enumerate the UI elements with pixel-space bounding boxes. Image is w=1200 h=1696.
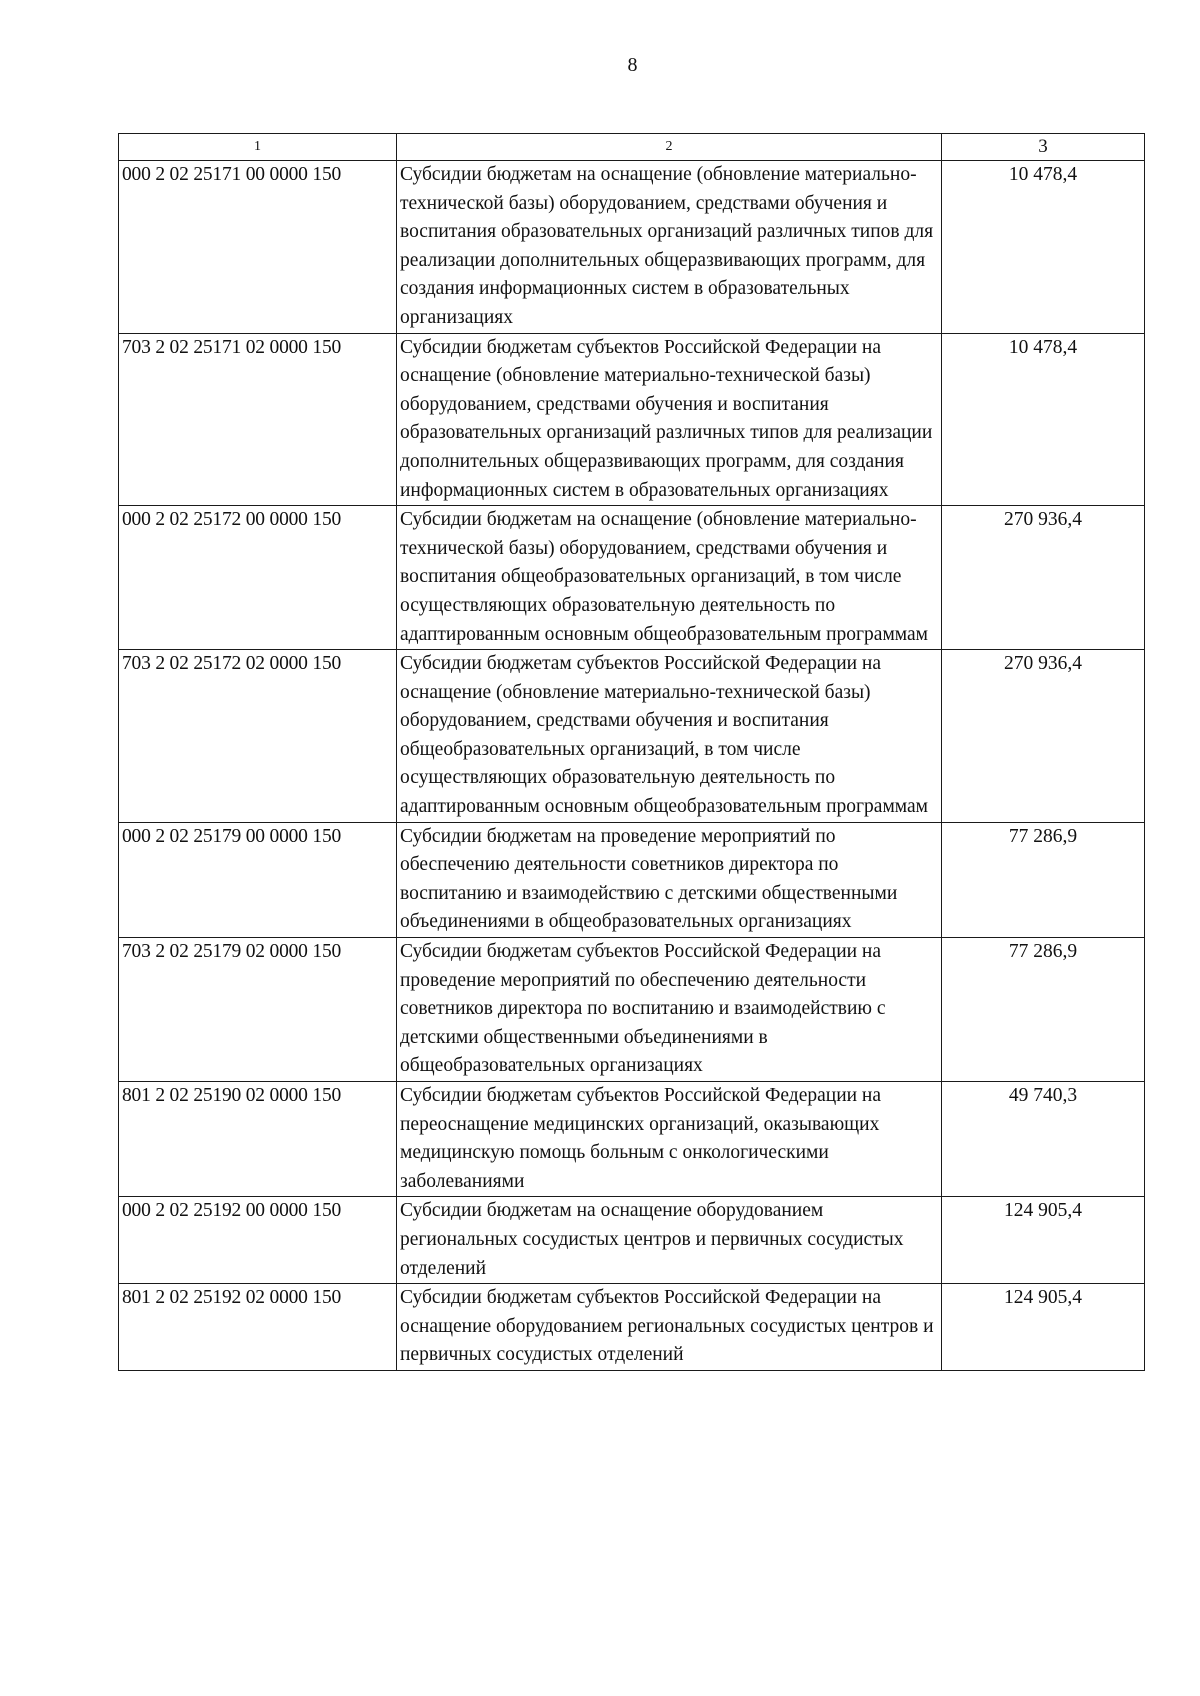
table-row xyxy=(119,650,1145,823)
revenue-name-cell: Субсидии бюджетам на оснащение оборудованием региональных сосудистых центров и первичных сосудистых отделений xyxy=(397,1197,942,1284)
budget-code-cell: 703 2 02 25171 02 0000 150 xyxy=(119,333,397,506)
budget-code-cell: 000 2 02 25192 00 0000 150 xyxy=(119,1197,397,1284)
amount-cell: 77 286,9 xyxy=(942,822,1145,937)
column-header-code: 1 xyxy=(119,134,397,161)
amount-cell: 49 740,3 xyxy=(942,1082,1145,1197)
budget-code-cell: 801 2 02 25192 02 0000 150 xyxy=(119,1284,397,1371)
budget-code-cell: 801 2 02 25190 02 0000 150 xyxy=(119,1082,397,1197)
amount-cell: 270 936,4 xyxy=(942,650,1145,823)
table-row xyxy=(119,1197,1145,1284)
amount-cell: 10 478,4 xyxy=(942,161,1145,334)
table-row xyxy=(119,161,1145,334)
budget-code-cell: 000 2 02 25172 00 0000 150 xyxy=(119,506,397,650)
table-row xyxy=(119,938,1145,1082)
column-header-name: 2 xyxy=(397,134,942,161)
table-row xyxy=(119,1082,1145,1197)
page-number: 8 xyxy=(627,54,638,76)
amount-cell: 124 905,4 xyxy=(942,1284,1145,1371)
revenue-name-cell: Субсидии бюджетам субъектов Российской Федерации на оснащение (обновление материально-технической базы) оборудованием, средствами обучения и воспитания общеобразовательных организаций, в том числе осуществляющих образовательную деятельность по адаптированным основным общеобразовательным программам xyxy=(397,650,942,823)
revenue-name-cell: Субсидии бюджетам субъектов Российской Федерации на проведение мероприятий по обеспечению деятельности советников директора по воспитанию и взаимодействию с детскими общественными объединениями в общеобразовательных организациях xyxy=(397,938,942,1082)
amount-cell: 124 905,4 xyxy=(942,1197,1145,1284)
budget-code-cell: 703 2 02 25172 02 0000 150 xyxy=(119,650,397,823)
amount-cell: 77 286,9 xyxy=(942,938,1145,1082)
revenue-name-cell: Субсидии бюджетам субъектов Российской Федерации на переоснащение медицинских организаций, оказывающих медицинскую помощь больным с онкологическими заболеваниями xyxy=(397,1082,942,1197)
table-header-row xyxy=(119,134,1145,161)
revenue-name-cell: Субсидии бюджетам на оснащение (обновление материально-технической базы) оборудованием, средствами обучения и воспитания образовательных организаций различных типов для реализации дополнительных общеразвивающих программ, для создания информационных систем в образовательных организациях xyxy=(397,161,942,334)
budget-code-cell: 000 2 02 25171 00 0000 150 xyxy=(119,161,397,334)
budget-code-cell: 703 2 02 25179 02 0000 150 xyxy=(119,938,397,1082)
table-row xyxy=(119,506,1145,650)
revenue-name-cell: Субсидии бюджетам на проведение мероприятий по обеспечению деятельности советников директора по воспитанию и взаимодействию с детскими общественными объединениями в общеобразовательных организациях xyxy=(397,822,942,937)
table-row xyxy=(119,1284,1145,1371)
revenue-name-cell: Субсидии бюджетам субъектов Российской Федерации на оснащение оборудованием региональных сосудистых центров и первичных сосудистых отделений xyxy=(397,1284,942,1371)
revenue-name-cell: Субсидии бюджетам субъектов Российской Федерации на оснащение (обновление материально-технической базы) оборудованием, средствами обучения и воспитания образовательных организаций различных типов для реализации дополнительных общеразвивающих программ, для создания информационных систем в образовательных организациях xyxy=(397,333,942,506)
revenue-name-cell: Субсидии бюджетам на оснащение (обновление материально-технической базы) оборудованием, средствами обучения и воспитания общеобразовательных организаций, в том числе осуществляющих образовательную деятельность по адаптированным основным общеобразовательным программам xyxy=(397,506,942,650)
table-row xyxy=(119,333,1145,506)
budget-revenue-table xyxy=(118,133,1145,1371)
budget-code-cell: 000 2 02 25179 00 0000 150 xyxy=(119,822,397,937)
amount-cell: 270 936,4 xyxy=(942,506,1145,650)
column-header-amount: 3 xyxy=(942,134,1145,161)
amount-cell: 10 478,4 xyxy=(942,333,1145,506)
table-row xyxy=(119,822,1145,937)
